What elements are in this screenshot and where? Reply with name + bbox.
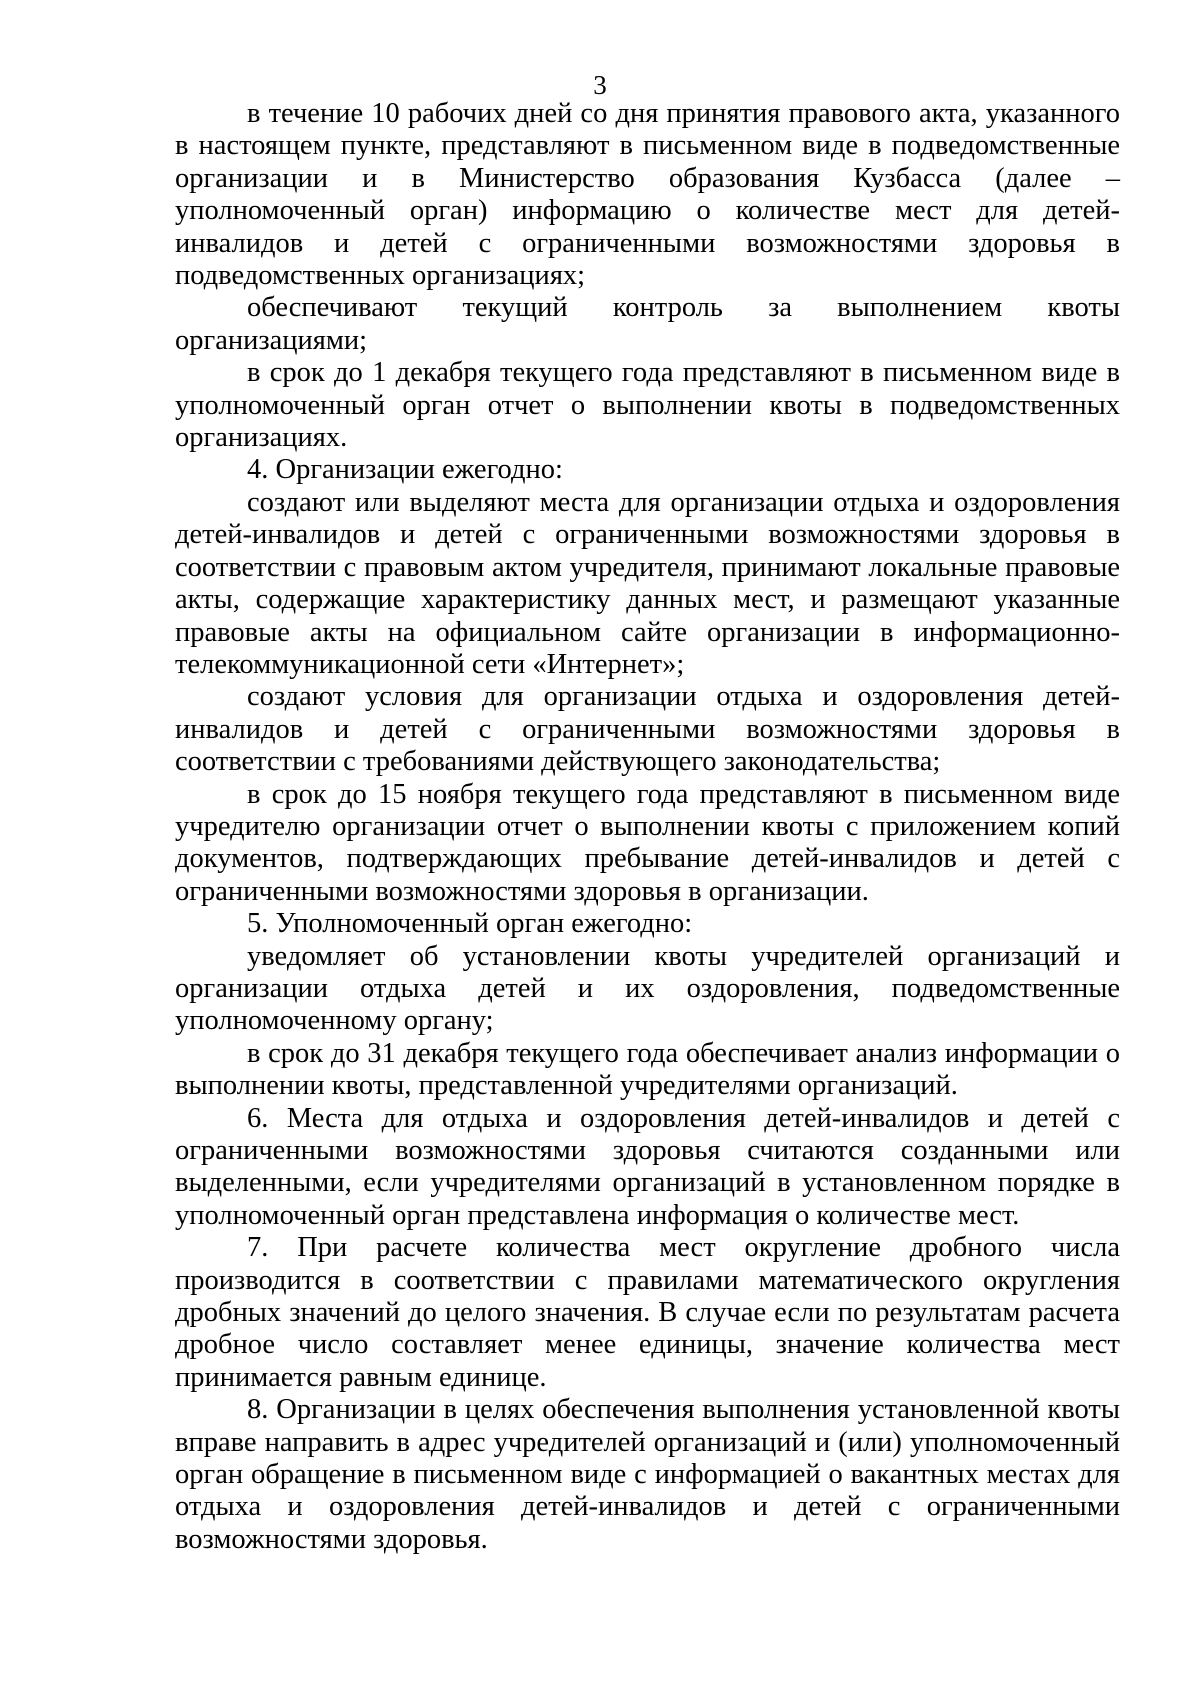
paragraph-6: создают условия для организации отдыха и оздоровления детей-инвалидов и детей с ограниченными возможностями здоровья в соответствии с требованиями действующего законодательства; — [175, 681, 1120, 778]
document-body — [175, 98, 1120, 1556]
section-5-heading: 5. Уполномоченный орган ежегодно: — [247, 908, 693, 940]
paragraph-5: создают или выделяют места для организации отдыха и оздоровления детей-инвалидов и детей с ограниченными возможностями здоровья в соответствии с правовым актом учредителя, принимают локальные правовые акты, содержащие характеристику данных мест, и размещают указанные правовые акты на официальном сайте организации в информационно-телекоммуникационной сети «Интернет»; — [175, 486, 1120, 680]
paragraph-1: в течение 10 рабочих дней со дня принятия правового акта, указанного в настоящем пункте, представляют в письменном виде в подведомственные организации и в Министерство образования Кузбасса (далее – уполномоченный орган) информацию о количестве мест для детей-инвалидов и детей с ограниченными возможностями здоровья в подведомственных организациях; — [175, 98, 1120, 292]
paragraph-7: в срок до 15 ноября текущего года представляют в письменном виде учредителю организации отчет о выполнении квоты с приложением копий документов, подтверждающих пребывание детей-инвалидов и детей с ограниченными возможностями здоровья в организации. — [175, 778, 1120, 907]
section-7-paragraph: 7. При расчете количества мест округление дробного числа производится в соответствии с правилами математического округления дробных значений до целого значения. В случае если по результатам расчета дробное число составляет менее единицы, значение количества мест принимается равным единице. — [175, 1232, 1120, 1393]
section-6-paragraph: 6. Места для отдыха и оздоровления детей-инвалидов и детей с ограниченными возможностями здоровья считаются созданными или выделенными, если учредителями организаций в установленном порядке в уполномоченный орган представлена информация о количестве мест. — [175, 1102, 1120, 1231]
paragraph-3: в срок до 1 декабря текущего года представляют в письменном виде в уполномоченный орган отчет о выполнении квоты в подведомственных организациях. — [175, 357, 1120, 454]
page-number: 3 — [593, 70, 607, 100]
section-8-paragraph: 8. Организации в целях обеспечения выполнения установленной квоты вправе направить в адрес учредителей организаций и (или) уполномоченный орган обращение в письменном виде с информацией о вакантных местах для отдыха и оздоровления детей-инвалидов и детей с ограниченными возможностями здоровья. — [175, 1394, 1120, 1555]
paragraph-9: уведомляет об установлении квоты учредителей организаций и организации отдыха детей и их оздоровления, подведомственные уполномоченному органу; — [175, 940, 1120, 1037]
paragraph-10: в срок до 31 декабря текущего года обеспечивает анализ информации о выполнении квоты, представленной учредителями организаций. — [175, 1037, 1120, 1102]
paragraph-2: обеспечивают текущий контроль за выполнением квоты организациями; — [175, 292, 1120, 356]
section-4-heading: 4. Организации ежегодно: — [247, 454, 563, 486]
